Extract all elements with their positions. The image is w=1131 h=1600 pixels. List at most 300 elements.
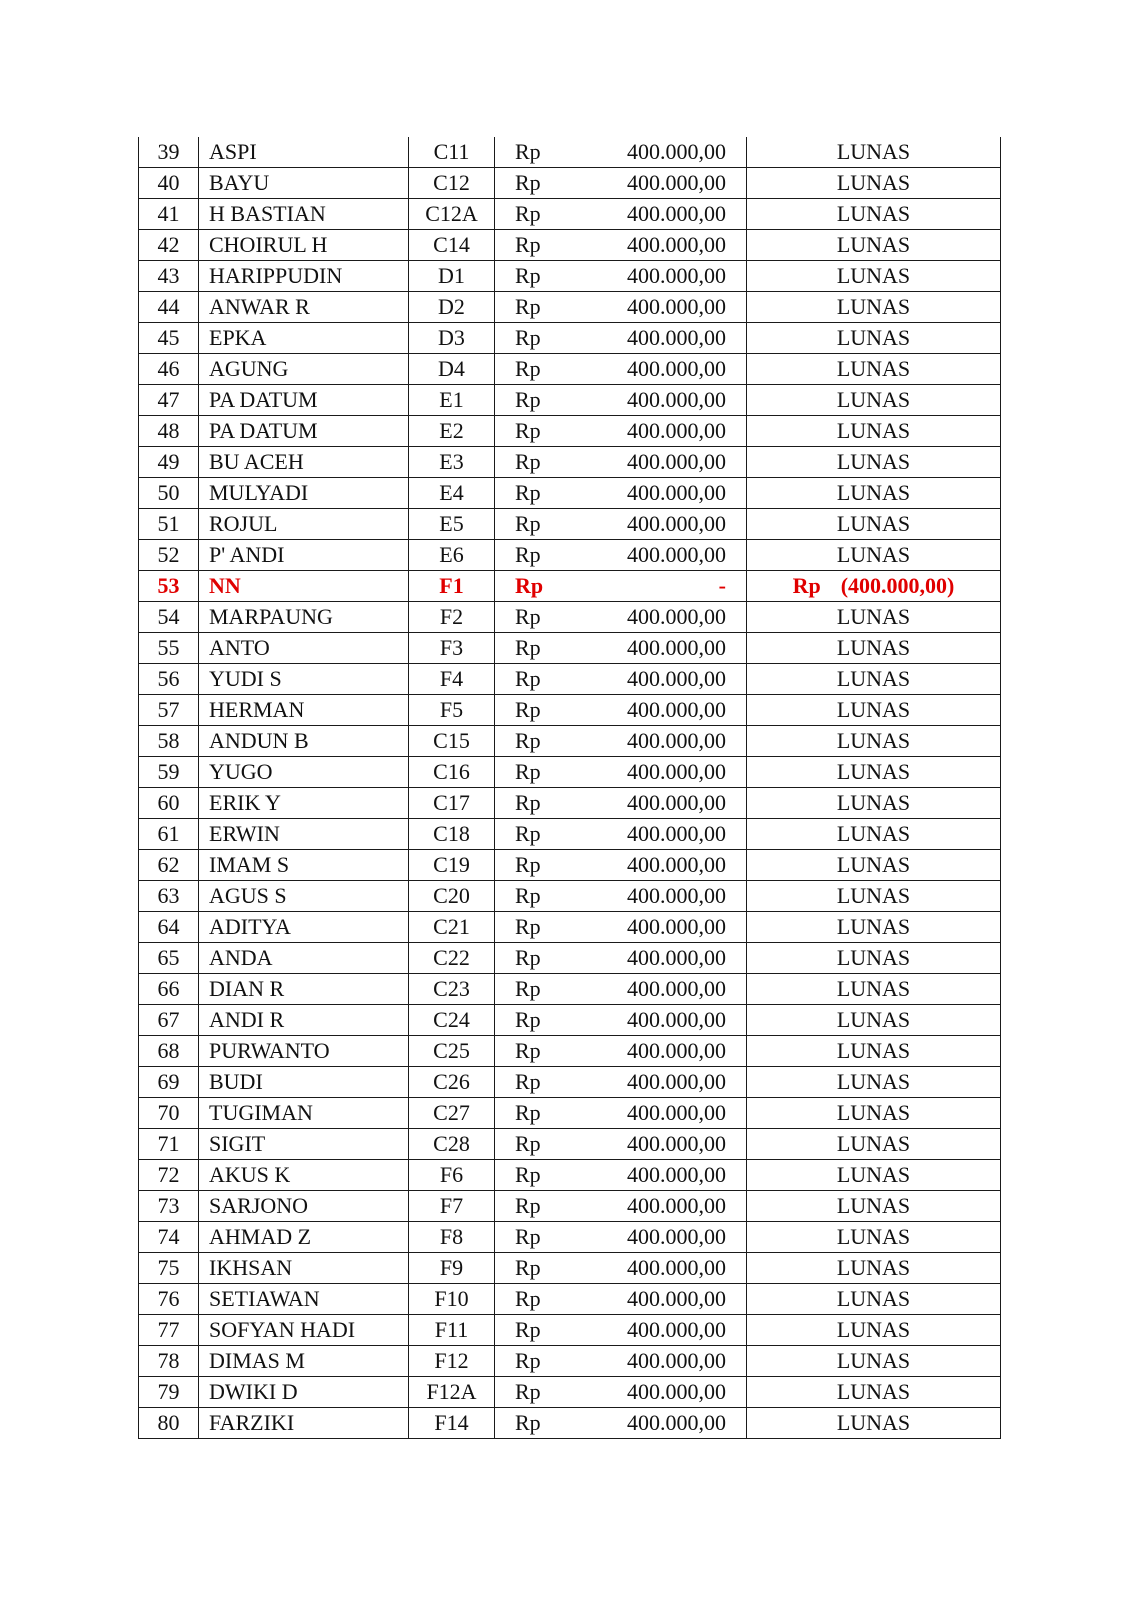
row-number: 63: [139, 881, 199, 912]
amount-value: 400.000,00: [627, 759, 726, 784]
resident-name: ADITYA: [199, 912, 409, 943]
unit-code: C19: [409, 850, 495, 881]
table-row: [139, 757, 1001, 788]
currency-label: Rp: [515, 573, 544, 598]
unit-code: C25: [409, 1036, 495, 1067]
row-number: 73: [139, 1191, 199, 1222]
resident-name: ANDI R: [199, 1005, 409, 1036]
currency-label: Rp: [515, 697, 541, 722]
currency-label: Rp: [515, 914, 541, 939]
resident-name: YUDI S: [199, 664, 409, 695]
resident-name: BUDI: [199, 1067, 409, 1098]
resident-name: PA DATUM: [199, 416, 409, 447]
resident-name: ANDA: [199, 943, 409, 974]
table-row: [139, 1408, 1001, 1439]
amount-value: 400.000,00: [627, 728, 726, 753]
table-row: [139, 1191, 1001, 1222]
amount-value: -: [718, 573, 726, 598]
resident-name: ASPI: [199, 137, 409, 168]
resident-name: HARIPPUDIN: [199, 261, 409, 292]
amount-cell: [495, 850, 747, 881]
unit-code: F12: [409, 1346, 495, 1377]
currency-label: Rp: [515, 387, 541, 412]
amount-value: 400.000,00: [627, 1317, 726, 1342]
currency-label: Rp: [515, 1193, 541, 1218]
payment-status: LUNAS: [747, 757, 1001, 788]
amount-cell: [495, 1129, 747, 1160]
unit-code: D1: [409, 261, 495, 292]
row-number: 42: [139, 230, 199, 261]
resident-name: MARPAUNG: [199, 602, 409, 633]
amount-cell: [495, 1098, 747, 1129]
resident-name: TUGIMAN: [199, 1098, 409, 1129]
row-number: 49: [139, 447, 199, 478]
resident-name: AGUNG: [199, 354, 409, 385]
unit-code: F7: [409, 1191, 495, 1222]
unit-code: E4: [409, 478, 495, 509]
debt-amount: (400.000,00): [840, 573, 955, 598]
row-number: 79: [139, 1377, 199, 1408]
resident-name: IMAM S: [199, 850, 409, 881]
amount-value: 400.000,00: [627, 542, 726, 567]
currency-label: Rp: [515, 1224, 541, 1249]
resident-name: SETIAWAN: [199, 1284, 409, 1315]
currency-label: Rp: [515, 418, 541, 443]
unit-code: D2: [409, 292, 495, 323]
row-number: 65: [139, 943, 199, 974]
table-row: [139, 1129, 1001, 1160]
currency-label: Rp: [515, 201, 541, 226]
row-number: 40: [139, 168, 199, 199]
amount-cell: [495, 1315, 747, 1346]
table-row: [139, 695, 1001, 726]
currency-label: Rp: [515, 852, 541, 877]
unit-code: F12A: [409, 1377, 495, 1408]
resident-name: FARZIKI: [199, 1408, 409, 1439]
unit-code: D4: [409, 354, 495, 385]
unit-code: C14: [409, 230, 495, 261]
amount-value: 400.000,00: [627, 821, 726, 846]
table-row: [139, 385, 1001, 416]
amount-value: 400.000,00: [627, 418, 726, 443]
payment-status: LUNAS: [747, 912, 1001, 943]
payment-status: LUNAS: [747, 1098, 1001, 1129]
amount-value: 400.000,00: [627, 1038, 726, 1063]
currency-label: Rp: [515, 356, 541, 381]
currency-label: Rp: [515, 1410, 541, 1435]
currency-label: Rp: [515, 821, 541, 846]
row-number: 77: [139, 1315, 199, 1346]
unit-code: C12: [409, 168, 495, 199]
table-row: [139, 416, 1001, 447]
amount-cell: [495, 261, 747, 292]
payment-status: LUNAS: [747, 478, 1001, 509]
currency-label: Rp: [515, 1379, 541, 1404]
unit-code: F9: [409, 1253, 495, 1284]
unit-code: F11: [409, 1315, 495, 1346]
amount-cell: [495, 1036, 747, 1067]
resident-name: ANTO: [199, 633, 409, 664]
payment-status: LUNAS: [747, 788, 1001, 819]
resident-name: ROJUL: [199, 509, 409, 540]
unit-code: C27: [409, 1098, 495, 1129]
amount-value: 400.000,00: [627, 294, 726, 319]
row-number: 58: [139, 726, 199, 757]
currency-label: Rp: [515, 1038, 541, 1063]
row-number: 74: [139, 1222, 199, 1253]
payment-status: LUNAS: [747, 943, 1001, 974]
amount-cell: [495, 912, 747, 943]
unit-code: F2: [409, 602, 495, 633]
resident-name: ERWIN: [199, 819, 409, 850]
amount-value: 400.000,00: [627, 1069, 726, 1094]
amount-cell: [495, 788, 747, 819]
currency-label: Rp: [515, 1100, 541, 1125]
amount-value: 400.000,00: [627, 883, 726, 908]
unit-code: C23: [409, 974, 495, 1005]
amount-value: 400.000,00: [627, 387, 726, 412]
resident-name: DWIKI D: [199, 1377, 409, 1408]
table-row: [139, 1253, 1001, 1284]
unit-code: F1: [409, 571, 495, 602]
amount-value: 400.000,00: [627, 1286, 726, 1311]
currency-label: Rp: [515, 325, 541, 350]
row-number: 43: [139, 261, 199, 292]
amount-value: 400.000,00: [627, 511, 726, 536]
row-number: 66: [139, 974, 199, 1005]
payment-status: LUNAS: [747, 137, 1001, 168]
unit-code: E3: [409, 447, 495, 478]
payment-status: LUNAS: [747, 199, 1001, 230]
amount-value: 400.000,00: [627, 790, 726, 815]
amount-cell: [495, 571, 747, 602]
row-number: 50: [139, 478, 199, 509]
table-row: [139, 664, 1001, 695]
currency-label: Rp: [515, 666, 541, 691]
resident-name: P' ANDI: [199, 540, 409, 571]
amount-cell: [495, 1160, 747, 1191]
currency-label: Rp: [515, 263, 541, 288]
amount-cell: [495, 664, 747, 695]
row-number: 48: [139, 416, 199, 447]
table-row: [139, 540, 1001, 571]
row-number: 54: [139, 602, 199, 633]
table-row: [139, 1377, 1001, 1408]
unit-code: C11: [409, 137, 495, 168]
amount-value: 400.000,00: [627, 1100, 726, 1125]
payment-status: LUNAS: [747, 323, 1001, 354]
currency-label: Rp: [515, 170, 541, 195]
amount-cell: [495, 726, 747, 757]
amount-cell: [495, 1067, 747, 1098]
amount-cell: [495, 168, 747, 199]
amount-cell: [495, 819, 747, 850]
amount-value: 400.000,00: [627, 263, 726, 288]
unit-code: F10: [409, 1284, 495, 1315]
unit-code: F8: [409, 1222, 495, 1253]
unit-code: E6: [409, 540, 495, 571]
amount-cell: [495, 509, 747, 540]
amount-value: 400.000,00: [627, 945, 726, 970]
currency-label: Rp: [515, 449, 541, 474]
resident-name: AGUS S: [199, 881, 409, 912]
table-row: [139, 974, 1001, 1005]
resident-name: SARJONO: [199, 1191, 409, 1222]
payment-status: LUNAS: [747, 1036, 1001, 1067]
payment-status: LUNAS: [747, 1346, 1001, 1377]
row-number: 80: [139, 1408, 199, 1439]
resident-name: BAYU: [199, 168, 409, 199]
row-number: 72: [139, 1160, 199, 1191]
amount-value: 400.000,00: [627, 1410, 726, 1435]
table-row: [139, 571, 1001, 602]
amount-cell: [495, 1377, 747, 1408]
resident-name: ANWAR R: [199, 292, 409, 323]
row-number: 62: [139, 850, 199, 881]
currency-label: Rp: [515, 635, 541, 660]
table-row: [139, 602, 1001, 633]
amount-cell: [495, 1408, 747, 1439]
row-number: 59: [139, 757, 199, 788]
amount-value: 400.000,00: [627, 201, 726, 226]
row-number: 70: [139, 1098, 199, 1129]
payment-status: LUNAS: [747, 1129, 1001, 1160]
row-number: 75: [139, 1253, 199, 1284]
payment-status: LUNAS: [747, 664, 1001, 695]
row-number: 64: [139, 912, 199, 943]
amount-value: 400.000,00: [627, 480, 726, 505]
amount-value: 400.000,00: [627, 1255, 726, 1280]
table-row: [139, 137, 1001, 168]
amount-cell: [495, 354, 747, 385]
row-number: 69: [139, 1067, 199, 1098]
amount-value: 400.000,00: [627, 1193, 726, 1218]
currency-label: Rp: [515, 1007, 541, 1032]
payment-status: LUNAS: [747, 1067, 1001, 1098]
amount-value: 400.000,00: [627, 170, 726, 195]
table-row: [139, 509, 1001, 540]
resident-name: PURWANTO: [199, 1036, 409, 1067]
amount-value: 400.000,00: [627, 1224, 726, 1249]
payment-status: LUNAS: [747, 974, 1001, 1005]
payment-status: LUNAS: [747, 1315, 1001, 1346]
unit-code: E2: [409, 416, 495, 447]
payment-status: LUNAS: [747, 261, 1001, 292]
amount-cell: [495, 447, 747, 478]
amount-cell: [495, 540, 747, 571]
payment-status: LUNAS: [747, 1160, 1001, 1191]
amount-cell: [495, 974, 747, 1005]
table-row: [139, 1284, 1001, 1315]
currency-label: Rp: [515, 232, 541, 257]
currency-label: Rp: [515, 604, 541, 629]
resident-name: EPKA: [199, 323, 409, 354]
unit-code: C28: [409, 1129, 495, 1160]
table-row: [139, 478, 1001, 509]
payment-status: LUNAS: [747, 1253, 1001, 1284]
amount-value: 400.000,00: [627, 232, 726, 257]
amount-cell: [495, 137, 747, 168]
unit-code: C22: [409, 943, 495, 974]
amount-value: 400.000,00: [627, 1348, 726, 1373]
row-number: 61: [139, 819, 199, 850]
unit-code: E5: [409, 509, 495, 540]
row-number: 68: [139, 1036, 199, 1067]
table-row: [139, 1160, 1001, 1191]
resident-name: ERIK Y: [199, 788, 409, 819]
row-number: 55: [139, 633, 199, 664]
resident-name: H BASTIAN: [199, 199, 409, 230]
amount-cell: [495, 199, 747, 230]
unit-code: C16: [409, 757, 495, 788]
unit-code: C17: [409, 788, 495, 819]
table-row: [139, 354, 1001, 385]
row-number: 53: [139, 571, 199, 602]
unit-code: F6: [409, 1160, 495, 1191]
resident-name: MULYADI: [199, 478, 409, 509]
payment-status: LUNAS: [747, 1408, 1001, 1439]
currency-label: Rp: [515, 1131, 541, 1156]
resident-name: SOFYAN HADI: [199, 1315, 409, 1346]
row-number: 60: [139, 788, 199, 819]
table-row: [139, 447, 1001, 478]
payment-status: LUNAS: [747, 1222, 1001, 1253]
row-number: 44: [139, 292, 199, 323]
payment-status: LUNAS: [747, 819, 1001, 850]
amount-cell: [495, 292, 747, 323]
amount-cell: [495, 416, 747, 447]
payment-status: LUNAS: [747, 1377, 1001, 1408]
amount-cell: [495, 1005, 747, 1036]
resident-name: SIGIT: [199, 1129, 409, 1160]
payment-status: LUNAS: [747, 540, 1001, 571]
currency-label: Rp: [515, 1348, 541, 1373]
resident-name: AKUS K: [199, 1160, 409, 1191]
currency-label: Rp: [515, 1286, 541, 1311]
row-number: 52: [139, 540, 199, 571]
row-number: 71: [139, 1129, 199, 1160]
payment-status: LUNAS: [747, 292, 1001, 323]
unit-code: C24: [409, 1005, 495, 1036]
currency-label: Rp: [515, 511, 541, 536]
unit-code: C15: [409, 726, 495, 757]
table-row: [139, 323, 1001, 354]
row-number: 56: [139, 664, 199, 695]
resident-name: HERMAN: [199, 695, 409, 726]
row-number: 67: [139, 1005, 199, 1036]
amount-cell: [495, 757, 747, 788]
payment-status: LUNAS: [747, 881, 1001, 912]
row-number: 47: [139, 385, 199, 416]
resident-name: BU ACEH: [199, 447, 409, 478]
amount-cell: [495, 602, 747, 633]
debt-currency-label: Rp: [792, 573, 821, 598]
amount-value: 400.000,00: [627, 1131, 726, 1156]
amount-value: 400.000,00: [627, 139, 726, 164]
payment-status: LUNAS: [747, 850, 1001, 881]
resident-name: ANDUN B: [199, 726, 409, 757]
payment-status: LUNAS: [747, 695, 1001, 726]
amount-cell: [495, 633, 747, 664]
unit-code: F5: [409, 695, 495, 726]
payment-status: [747, 571, 1001, 602]
table-row: [139, 633, 1001, 664]
amount-cell: [495, 385, 747, 416]
amount-cell: [495, 230, 747, 261]
currency-label: Rp: [515, 790, 541, 815]
table-row: [139, 168, 1001, 199]
unit-code: C12A: [409, 199, 495, 230]
payment-status: LUNAS: [747, 1284, 1001, 1315]
table-row: [139, 230, 1001, 261]
currency-label: Rp: [515, 1317, 541, 1342]
resident-name: NN: [199, 571, 409, 602]
row-number: 51: [139, 509, 199, 540]
row-number: 76: [139, 1284, 199, 1315]
amount-cell: [495, 881, 747, 912]
payment-status: LUNAS: [747, 602, 1001, 633]
unit-code: C26: [409, 1067, 495, 1098]
amount-value: 400.000,00: [627, 976, 726, 1001]
amount-cell: [495, 478, 747, 509]
payment-status: LUNAS: [747, 230, 1001, 261]
payment-status: LUNAS: [747, 1191, 1001, 1222]
amount-value: 400.000,00: [627, 1379, 726, 1404]
table-row: [139, 1098, 1001, 1129]
table-row: [139, 881, 1001, 912]
payment-status: LUNAS: [747, 509, 1001, 540]
unit-code: C21: [409, 912, 495, 943]
amount-value: 400.000,00: [627, 697, 726, 722]
currency-label: Rp: [515, 976, 541, 1001]
resident-name: DIAN R: [199, 974, 409, 1005]
unit-code: D3: [409, 323, 495, 354]
resident-name: AHMAD Z: [199, 1222, 409, 1253]
row-number: 57: [139, 695, 199, 726]
resident-name: DIMAS M: [199, 1346, 409, 1377]
unit-code: F3: [409, 633, 495, 664]
table-row: [139, 788, 1001, 819]
unit-code: F14: [409, 1408, 495, 1439]
row-number: 39: [139, 137, 199, 168]
amount-value: 400.000,00: [627, 635, 726, 660]
unit-code: C20: [409, 881, 495, 912]
table-row: [139, 199, 1001, 230]
payment-status: LUNAS: [747, 633, 1001, 664]
amount-value: 400.000,00: [627, 666, 726, 691]
unit-code: C18: [409, 819, 495, 850]
table-row: [139, 819, 1001, 850]
amount-value: 400.000,00: [627, 325, 726, 350]
resident-name: IKHSAN: [199, 1253, 409, 1284]
currency-label: Rp: [515, 139, 541, 164]
row-number: 46: [139, 354, 199, 385]
currency-label: Rp: [515, 728, 541, 753]
table-row: [139, 1067, 1001, 1098]
amount-cell: [495, 1191, 747, 1222]
payment-table-body: [139, 137, 1001, 1439]
payment-status: LUNAS: [747, 1005, 1001, 1036]
amount-value: 400.000,00: [627, 1162, 726, 1187]
table-row: [139, 726, 1001, 757]
currency-label: Rp: [515, 883, 541, 908]
unit-code: F4: [409, 664, 495, 695]
amount-value: 400.000,00: [627, 852, 726, 877]
amount-value: 400.000,00: [627, 914, 726, 939]
resident-name: CHOIRUL H: [199, 230, 409, 261]
amount-cell: [495, 1346, 747, 1377]
amount-cell: [495, 1222, 747, 1253]
